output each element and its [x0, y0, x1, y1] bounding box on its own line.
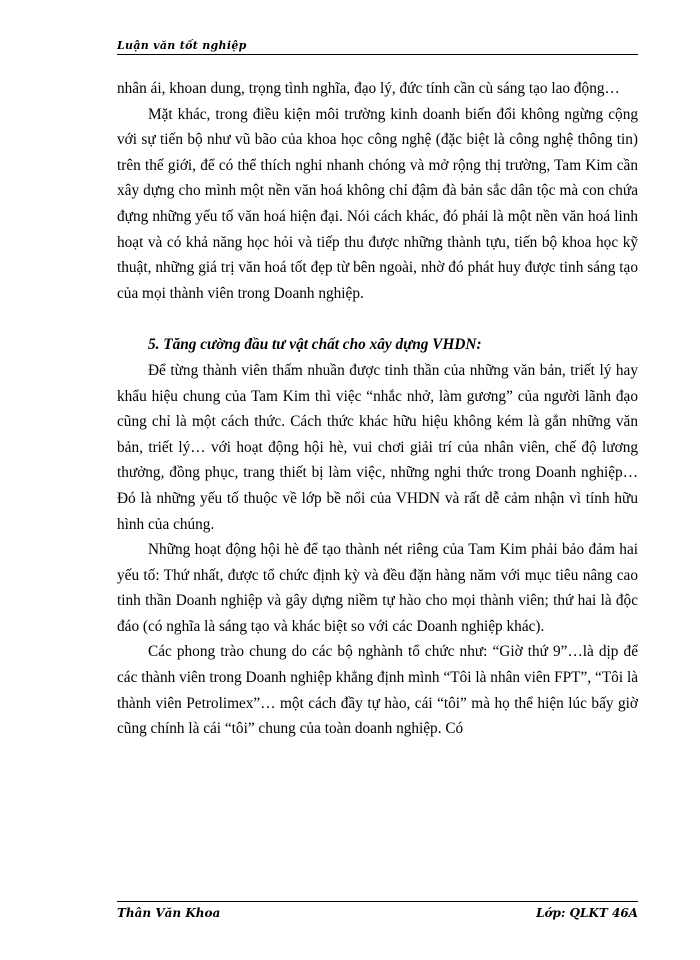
header-divider	[117, 54, 638, 55]
paragraph: Các phong trào chung do các bộ nghành tổ chức như: “Giờ thứ 9”…là dịp để các thành viên trong Doanh nghiệp khẳng định mình “Tôi là nhân viên FPT”, “Tôi là thành viên Petrolimex”… một cách đầy tự hào, cái “tôi” mà họ thể hiện lúc bấy giờ cũng chính là cái “tôi” chung của toàn doanh nghiệp. Có	[117, 643, 638, 738]
document-body	[117, 76, 638, 742]
footer-divider	[117, 901, 638, 902]
spacer	[117, 306, 638, 332]
paragraph-continuation: nhân ái, khoan dung, trọng tình nghĩa, đạo lý, đức tính cần cù sáng tạo lao động…	[117, 80, 620, 97]
footer-class: Lớp: QLKT 46A	[536, 906, 638, 920]
footer-author: Thân Văn Khoa	[117, 906, 221, 920]
section-heading: 5. Tăng cường đầu tư vật chất cho xây dựng VHDN:	[148, 336, 482, 354]
paragraph: Những hoạt động hội hè để tạo thành nét riêng của Tam Kim phải bảo đảm hai yếu tố: Thứ nhất, được tổ chức định kỳ và đều đặn hàng năm với mục tiêu nâng cao tinh thần Doanh nghiệp và gây dựng niềm tự hào cho mọi thành viên; thứ hai là độc đáo (có nghĩa là sáng tạo và khác biệt so với các Doanh nghiệp khác).	[117, 541, 638, 635]
paragraph: Để từng thành viên thấm nhuần được tinh thần của những văn bản, triết lý hay khẩu hiệu chung của Tam Kim thì việc “nhắc nhở, làm gương” của người lãnh đạo cũng chỉ là một cách thức. Cách thức khác hữu hiệu không kém là gắn những văn bản, triết lý… với hoạt động hội hè, vui chơi giải trí của nhân viên, chế độ lương thưởng, đồng phục, trang thiết bị làm việc, những nghi thức trong Doanh nghiệp…Đó là những yếu tố thuộc về lớp bề nổi của VHDN và rất dễ cảm nhận vì tính hữu hình của chúng.	[117, 361, 638, 533]
running-header: Luận văn tốt nghiệp	[117, 39, 247, 52]
paragraph: Mặt khác, trong điều kiện môi trường kinh doanh biến đổi không ngừng cộng với sự tiến bộ như vũ bão của khoa học công nghệ (đặc biệt là công nghệ thông tin) trên thế giới, để có thể thích nghi nhanh chóng và mở rộng thị trường, Tam Kim cần xây dựng cho mình một nền văn hoá không chỉ đậm đà bản sắc dân tộc mà con chứa đựng những yếu tố văn hoá hiện đại. Nói cách khác, đó phải là một nền văn hoá linh hoạt và có khả năng học hỏi và tiếp thu được những thành tựu, tiến bộ khoa học kỹ thuật, những giá trị văn hoá tốt đẹp từ bên ngoài, nhờ đó phát huy được tinh sáng tạo của mọi thành viên trong Doanh nghiệp.	[117, 105, 638, 302]
